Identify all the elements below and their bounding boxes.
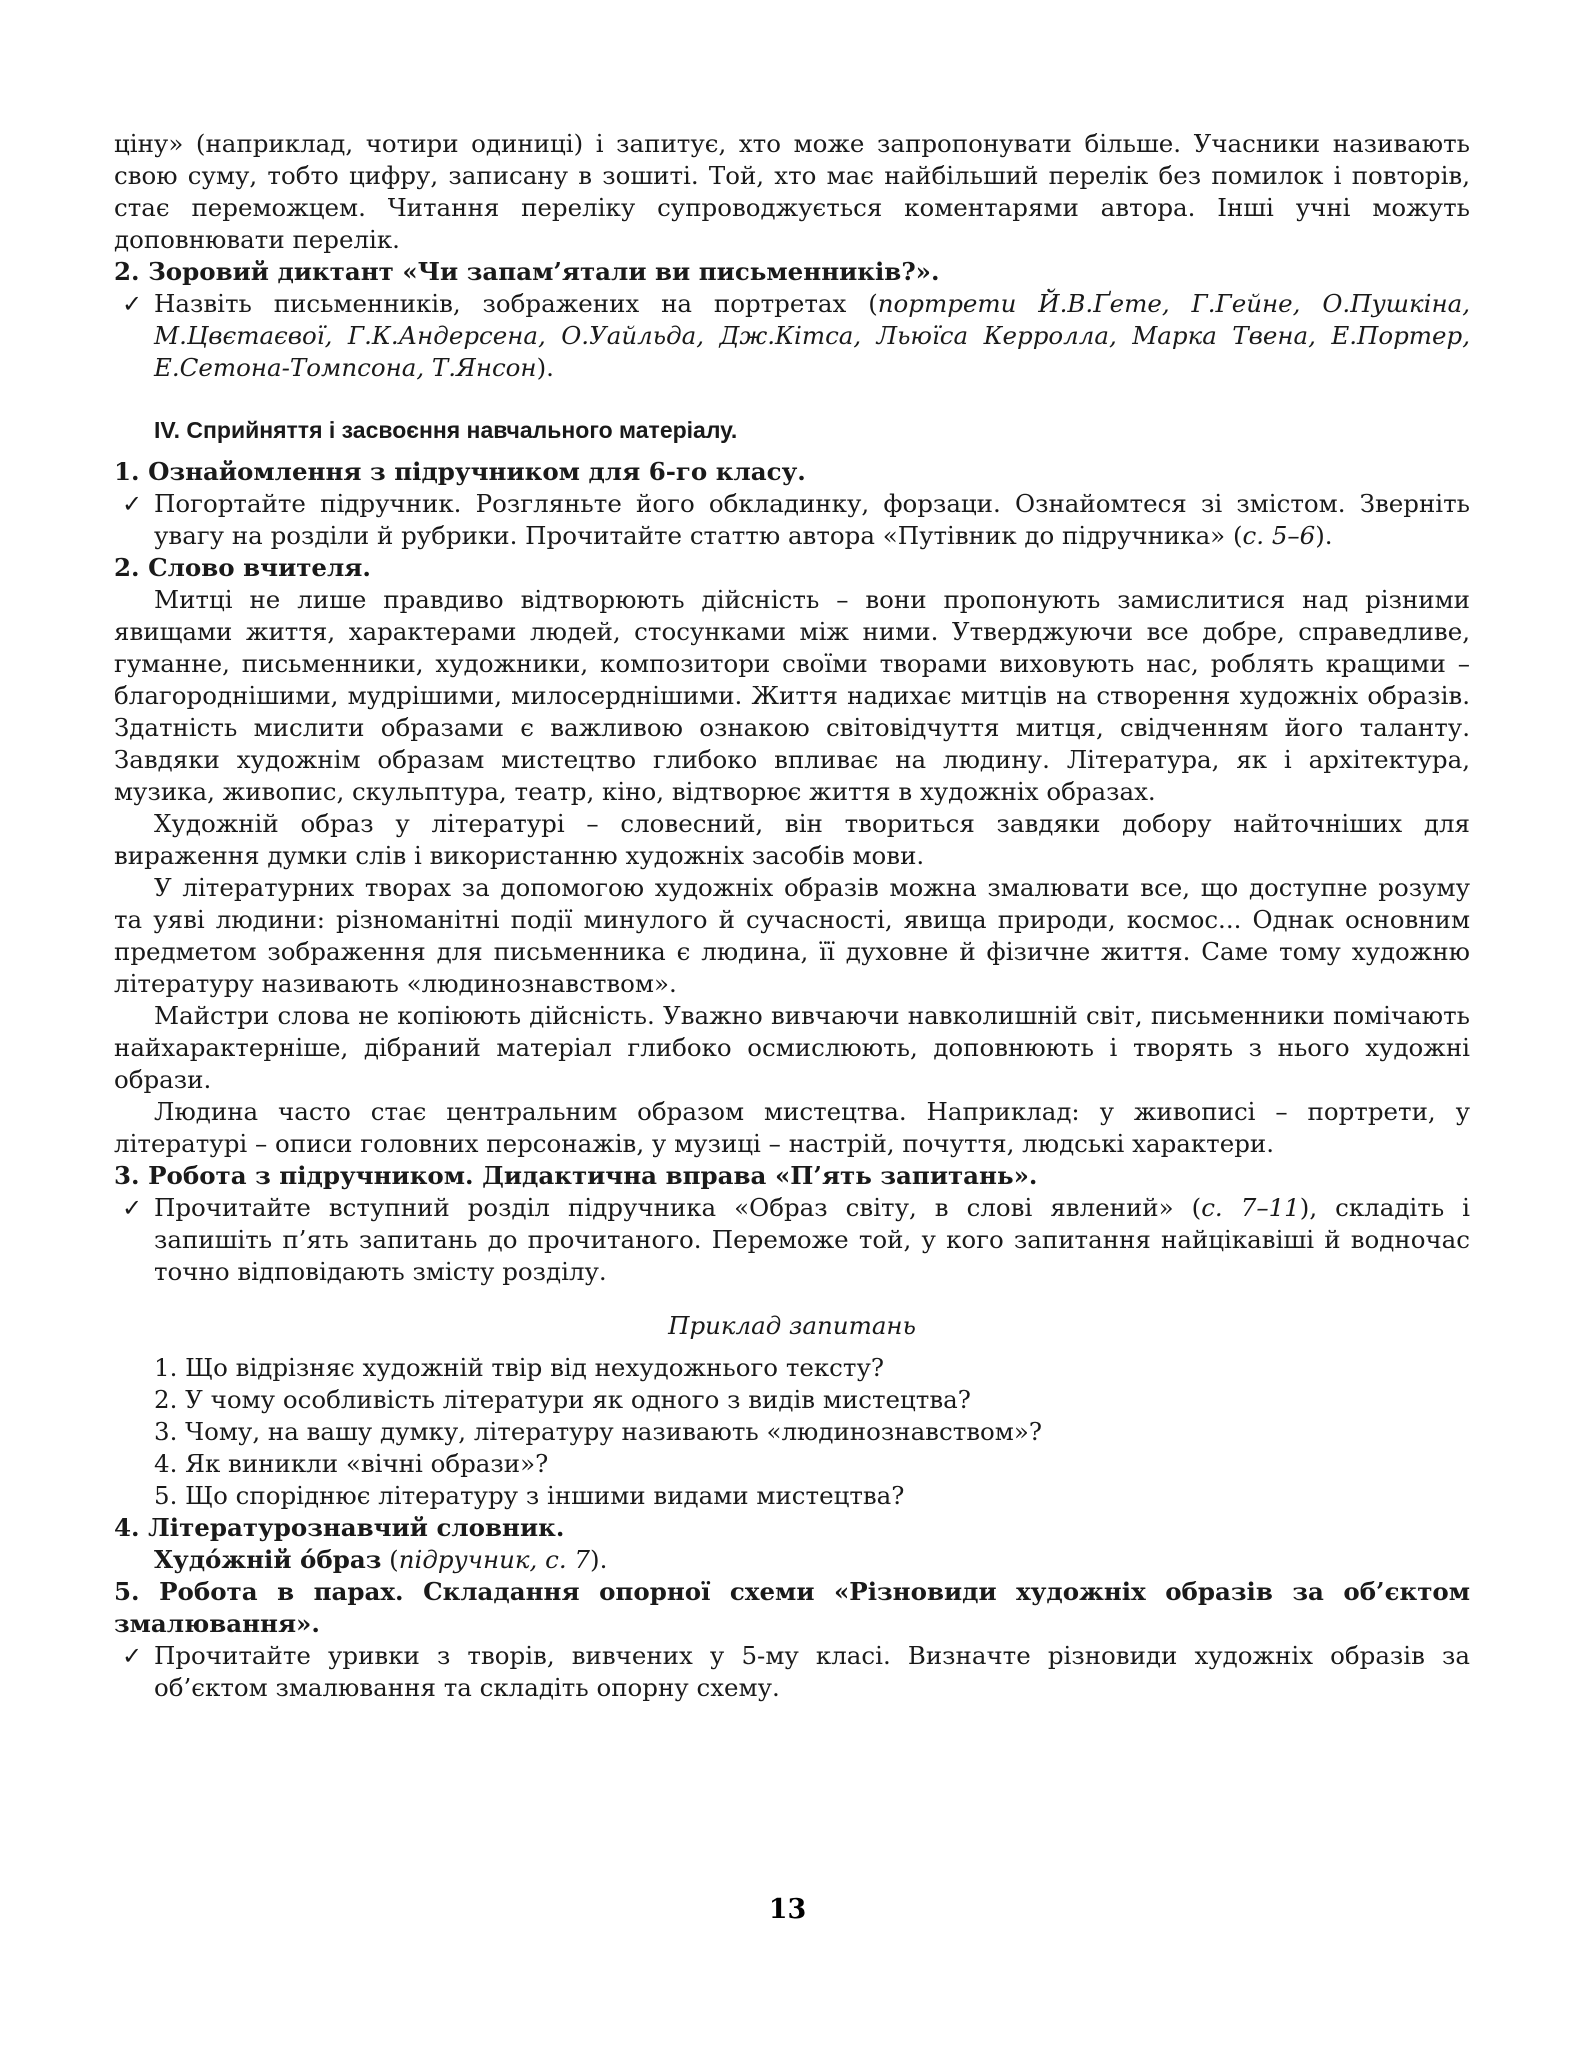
page-number: 13 bbox=[768, 1894, 807, 1925]
s5-heading: 5. Робота в парах. Складання опорної схеми «Різновиди художніх образів за об’єктом змалювання». bbox=[114, 1577, 1470, 1638]
checkmark-icon: ✓ bbox=[122, 290, 143, 318]
s3-task-pages: с. 7–11 bbox=[1201, 1193, 1300, 1222]
s1-heading: 1. Ознайомлення з підручником для 6-го класу. bbox=[114, 457, 806, 486]
s4-term: Худóжній óбраз bbox=[154, 1545, 382, 1574]
s2-paragraph: Художній образ у літературі – словесний, він твориться завдяки добору найточніших для вираження думки слів і використанню художніх засобів мови. bbox=[114, 809, 1470, 870]
s4-ref: підручник, с. 7 bbox=[398, 1545, 591, 1574]
page-content bbox=[114, 128, 1470, 1704]
s5-task bbox=[114, 1640, 1470, 1704]
s1-task-end: ). bbox=[1315, 521, 1333, 550]
list-item: 3. Чому, на вашу думку, літературу називають «людинознавством»? bbox=[154, 1417, 1042, 1446]
checkmark-icon: ✓ bbox=[122, 1194, 143, 1222]
s2-paragraph: Майстри слова не копіюють дійсність. Уважно вивчаючи навколишній світ, письменники помічають найхарактерніше, дібраний матеріал глибоко осмислюють, доповнюють і творять з нього художні образи. bbox=[114, 1001, 1470, 1094]
intro-paragraph: ціну» (наприклад, чотири одиниці) і запитує, хто може запропонувати більше. Учасники називають свою суму, тобто цифру, записану в зошиті. Той, хто має найбільший перелік без помилок і повторів, стає переможцем. Читання переліку супроводжується коментарями автора. Інші учні можуть доповнювати перелік. bbox=[114, 129, 1470, 254]
s5-task-text: Прочитайте уривки з творів, вивчених у 5-му класі. Визначте різновиди художніх образів за об’єктом змалювання та складіть опорну схему. bbox=[154, 1641, 1470, 1702]
dictation-task bbox=[114, 288, 1470, 384]
dictation-task-portraits: портрети Й.В.Ґете, Г.Гейне, О.Пушкіна, М.Цвєтаєвої, Г.К.Андерсена, О.Уайльда, Дж.Кітса, Льюїса Керролла, Марка Твена, Е.Портер, Е.Сетона-Томпсона, Т.Янсон bbox=[154, 289, 1470, 382]
question-list bbox=[114, 1352, 1470, 1512]
s4-term-line bbox=[114, 1544, 1470, 1576]
s3-task-text: Прочитайте вступний розділ підручника «Образ світу, в слові явлений» ( bbox=[154, 1193, 1202, 1222]
list-item: 4. Як виникли «вічні образи»? bbox=[154, 1449, 549, 1478]
example-title: Приклад запитань bbox=[668, 1311, 916, 1340]
s4-ref-close: ). bbox=[590, 1545, 608, 1574]
s3-task bbox=[114, 1192, 1470, 1288]
section-heading: IV. Сприйняття і засвоєння навчального матеріалу. bbox=[154, 417, 738, 443]
s2-paragraph: Людина часто стає центральним образом мистецтва. Наприклад: у живописі – портрети, у літературі – описи головних персонажів, у музиці – настрій, почуття, людські характери. bbox=[114, 1097, 1470, 1158]
s3-task-end: ), складіть і запишіть п’ять запитань до прочитаного. Переможе той, у кого запитання найцікавіші й водночас точно відповідають змісту розділу. bbox=[154, 1193, 1471, 1286]
list-item: 5. Що споріднює літературу з іншими видами мистецтва? bbox=[154, 1481, 905, 1510]
s1-task bbox=[114, 488, 1470, 552]
s3-heading: 3. Робота з підручником. Дидактична вправа «П’ять запитань». bbox=[114, 1161, 1038, 1190]
checkmark-icon: ✓ bbox=[122, 1642, 143, 1670]
s2-heading: 2. Слово вчителя. bbox=[114, 553, 371, 582]
s1-task-text: Погортайте підручник. Розгляньте його обкладинку, форзаци. Ознайомтеся зі змістом. Зверніть увагу на розділи й рубрики. Прочитайте статтю автора «Путівник до підручника» ( bbox=[154, 489, 1470, 550]
s2-paragraph: У літературних творах за допомогою художніх образів можна змалювати все, що доступне розуму та уяві людини: різноманітні події минулого й сучасності, явища природи, космос... Однак основним предметом зображення для письменника є людина, її духовне й фізичне життя. Саме тому художню літературу називають «людинознавством». bbox=[114, 873, 1470, 998]
dictation-task-text: Назвіть письменників, зображених на портретах ( bbox=[154, 289, 878, 318]
s4-ref-open: ( bbox=[381, 1545, 399, 1574]
checkmark-icon: ✓ bbox=[122, 490, 143, 518]
dictation-heading: 2. Зоровий диктант «Чи запам’ятали ви письменників?». bbox=[114, 257, 940, 286]
list-item: 1. Що відрізняє художній твір від нехудожнього тексту? bbox=[154, 1353, 885, 1382]
dictation-task-end: ). bbox=[536, 353, 554, 382]
list-item: 2. У чому особливість літератури як одного з видів мистецтва? bbox=[154, 1385, 971, 1414]
s1-task-pages: с. 5–6 bbox=[1242, 521, 1316, 550]
s4-heading: 4. Літературознавчий словник. bbox=[114, 1513, 565, 1542]
s2-paragraph: Митці не лише правдиво відтворюють дійсність – вони пропонують замислитися над різними явищами життя, характерами людей, стосунками між ними. Утверджуючи все добре, справедливе, гуманне, письменники, художники, композитори своїми творами виховують нас, роблять кращими – благороднішими, мудрішими, милосерднішими. Життя надихає митців на створення художніх образів. Здатність мислити образами є важливою ознакою світовідчуття митця, свідченням його таланту. Завдяки художнім образам мистецтво глибоко впливає на людину. Література, як і архітектура, музика, живопис, скульптура, театр, кіно, відтворює життя в художніх образах. bbox=[114, 585, 1470, 806]
